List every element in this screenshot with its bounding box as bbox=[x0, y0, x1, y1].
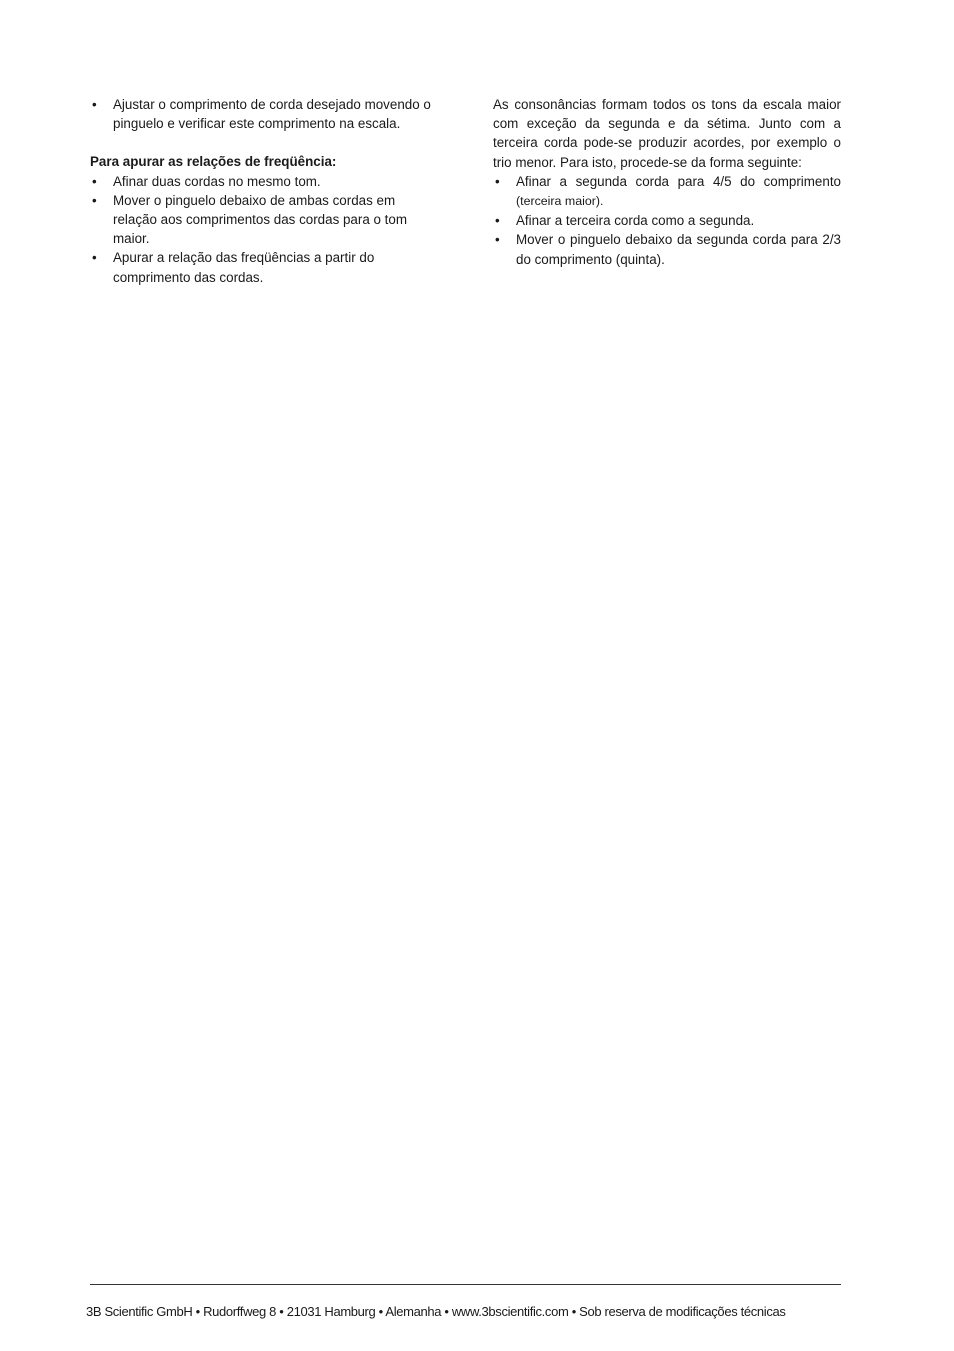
bullet-icon: • bbox=[92, 173, 97, 189]
frequency-steps-list bbox=[90, 172, 438, 287]
section-heading: Para apurar as relações de freqüência: bbox=[90, 154, 337, 170]
footer-divider bbox=[90, 1284, 841, 1285]
chord-steps-list bbox=[493, 172, 841, 269]
list-item-text: Mover o pinguelo debaixo da segunda corda para 2/3 do comprimento (quinta). bbox=[516, 232, 841, 267]
list-item-text: Afinar duas cordas no mesmo tom. bbox=[113, 173, 321, 189]
list-item bbox=[90, 248, 438, 286]
list-item-text: Ajustar o comprimento de corda desejado movendo o pinguelo e verificar este comprimento na escala. bbox=[113, 97, 431, 132]
bullet-icon: • bbox=[495, 213, 500, 229]
bullet-icon: • bbox=[92, 97, 97, 112]
intro-list bbox=[90, 95, 438, 133]
list-item bbox=[493, 211, 841, 230]
right-column bbox=[493, 95, 841, 269]
list-item bbox=[90, 191, 438, 249]
list-item-text: Apurar a relação das freqüências a partir do comprimento das cordas. bbox=[113, 250, 375, 285]
list-item-text: Mover o pinguelo debaixo de ambas cordas em relação aos comprimentos das cordas para o tom maior. bbox=[113, 192, 407, 247]
consonance-paragraph: As consonâncias formam todos os tons da escala maior com exceção da segunda e da sétima. Junto com a terceira corda pode-se produzir acordes, por exemplo o trio menor. Para isto, procede-se da forma seguinte: bbox=[493, 97, 841, 170]
list-item-note: (terceira maior). bbox=[516, 194, 604, 209]
bullet-icon: • bbox=[92, 250, 97, 266]
bullet-icon: • bbox=[495, 232, 500, 248]
list-item bbox=[493, 230, 841, 268]
list-item-text: Afinar a segunda corda para 4/5 do comprimento bbox=[516, 173, 841, 189]
footer-address: 3B Scientific GmbH • Rudorffweg 8 • 21031 Hamburg • Alemanha • www.3bscientific.com • Sob reserva de modificações técnicas bbox=[86, 1304, 786, 1319]
list-item bbox=[493, 172, 841, 211]
list-item-text: Afinar a terceira corda como a segunda. bbox=[516, 213, 755, 229]
left-column bbox=[90, 95, 438, 287]
bullet-icon: • bbox=[495, 173, 500, 189]
list-item bbox=[90, 95, 438, 133]
bullet-icon: • bbox=[92, 192, 97, 208]
list-item bbox=[90, 172, 438, 191]
